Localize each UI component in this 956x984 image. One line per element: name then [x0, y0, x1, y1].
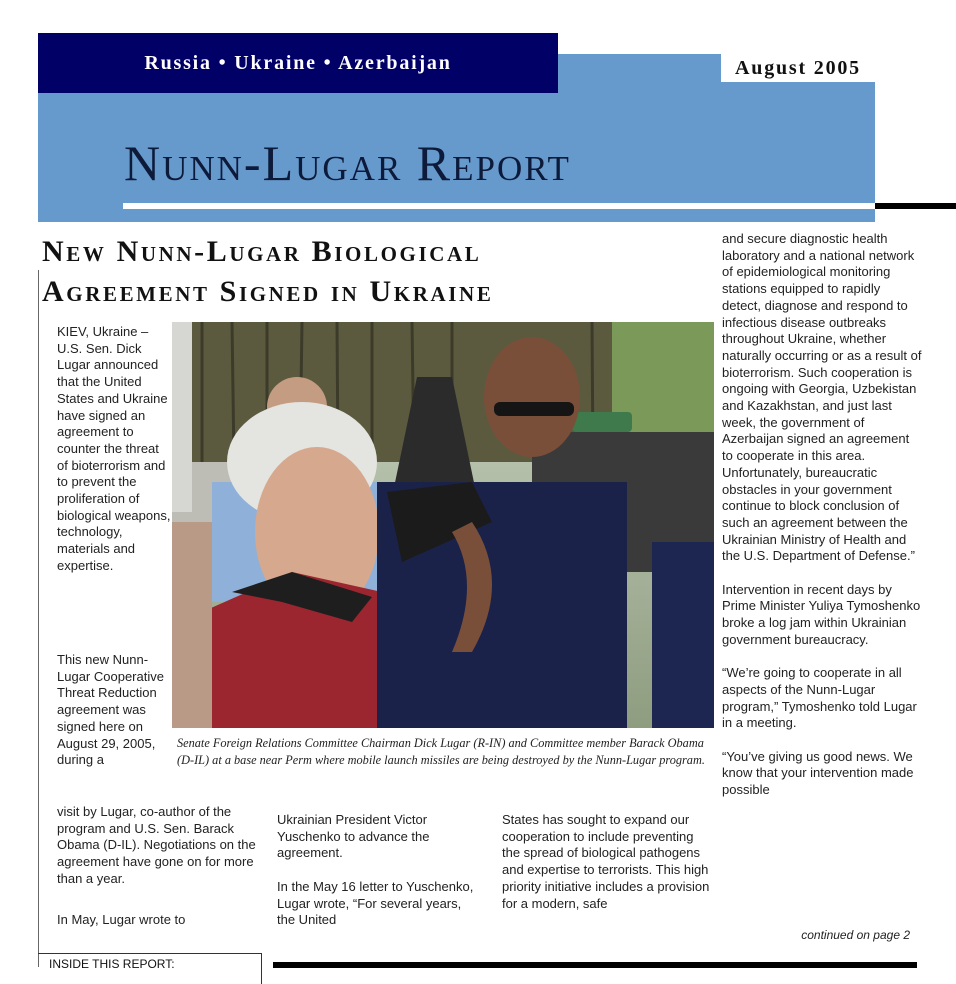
article-column-4	[722, 231, 922, 816]
issue-date-box	[721, 54, 875, 82]
issue-date: August 2005	[735, 56, 861, 79]
inside-this-report-label: INSIDE THIS REPORT:	[49, 957, 175, 971]
masthead-regions: Russia • Ukraine • Azerbaijan	[144, 51, 452, 74]
masthead-rule	[123, 203, 875, 209]
article-paragraph: Intervention in recent days by Prime Minister Yuliya Tymoshenko broke a log jam within Ukrainian government bureaucracy.	[722, 581, 921, 647]
article-column-2	[277, 812, 477, 946]
article-paragraph: In the May 16 letter to Yuschenko, Lugar wrote, “For several years, the United	[277, 878, 474, 928]
article-paragraph: “You’ve giving us good news. We know that your intervention made possible	[722, 748, 914, 798]
article-paragraph: This new Nunn-Lugar Cooperative Threat Reduction agreement was signed here on August 29, 2005, during a	[57, 652, 164, 768]
headline-line-2: Agreement Signed in Ukraine	[42, 275, 494, 308]
headline-line-1: New Nunn-Lugar Biological	[42, 235, 482, 268]
article-paragraph: Ukrainian President Victor Yuschenko to advance the agreement.	[277, 812, 430, 861]
article-paragraph: In May, Lugar wrote to	[57, 912, 186, 927]
article-headline	[42, 232, 493, 312]
left-column-rule	[38, 270, 39, 967]
article-photo	[172, 322, 714, 728]
article-column-3	[502, 812, 712, 929]
article-paragraph: States has sought to expand our cooperation to include preventing the spread of biological pathogens and expertise to terrorists. This high priority initiative includes a provision for a modern, safe	[502, 812, 710, 911]
photo-caption: Senate Foreign Relations Committee Chairman Dick Lugar (R-IN) and Committee member Barack Obama (D-IL) at a base near Perm where mobile launch missiles are being destroyed by the Nunn-Lugar program.	[177, 736, 705, 767]
bottom-rule	[273, 962, 917, 968]
article-paragraph: KIEV, Ukraine – U.S. Sen. Dick Lugar announced that the United States and Ukraine have signed an agreement to counter the threat of bioterrorism and to prevent the proliferation of biological weapons, technology, materials and expertise.	[57, 324, 171, 573]
article-paragraph-continuation: visit by Lugar, co-author of the program and U.S. Sen. Barack Obama (D-IL). Negotiations on the agreement have gone on for more than a year.	[57, 804, 256, 886]
masthead-rule-accent	[875, 203, 956, 209]
article-paragraph: and secure diagnostic health laboratory and a national network of epidemiological monitoring stations equipped to rapidly detect, diagnose and respond to infectious disease outbreaks throughout Ukraine, whether naturally occurring or as a result of bioterrorism. Such cooperation is ongoing with Georgia, Uzbekistan and Kazakhstan, and just last week, the government of Azerbaijan signed an agreement to cooperate in this area. Unfortunately, bureaucratic obstacles in your government continue to block conclusion of such an agreement between the Ukrainian Ministry of Health and the U.S. Department of Defense.”	[722, 231, 922, 564]
article-paragraph: “We’re going to cooperate in all aspects of the Nunn-Lugar program,” Tymoshenko told Lugar in a meeting.	[722, 665, 917, 731]
newsletter-title: Nunn-Lugar Report	[124, 135, 571, 191]
inside-this-report-box	[38, 953, 262, 984]
masthead-regions-bar	[38, 33, 558, 93]
continued-on-page-link[interactable]: continued on page 2	[801, 928, 910, 942]
photo-illustration	[172, 322, 714, 728]
